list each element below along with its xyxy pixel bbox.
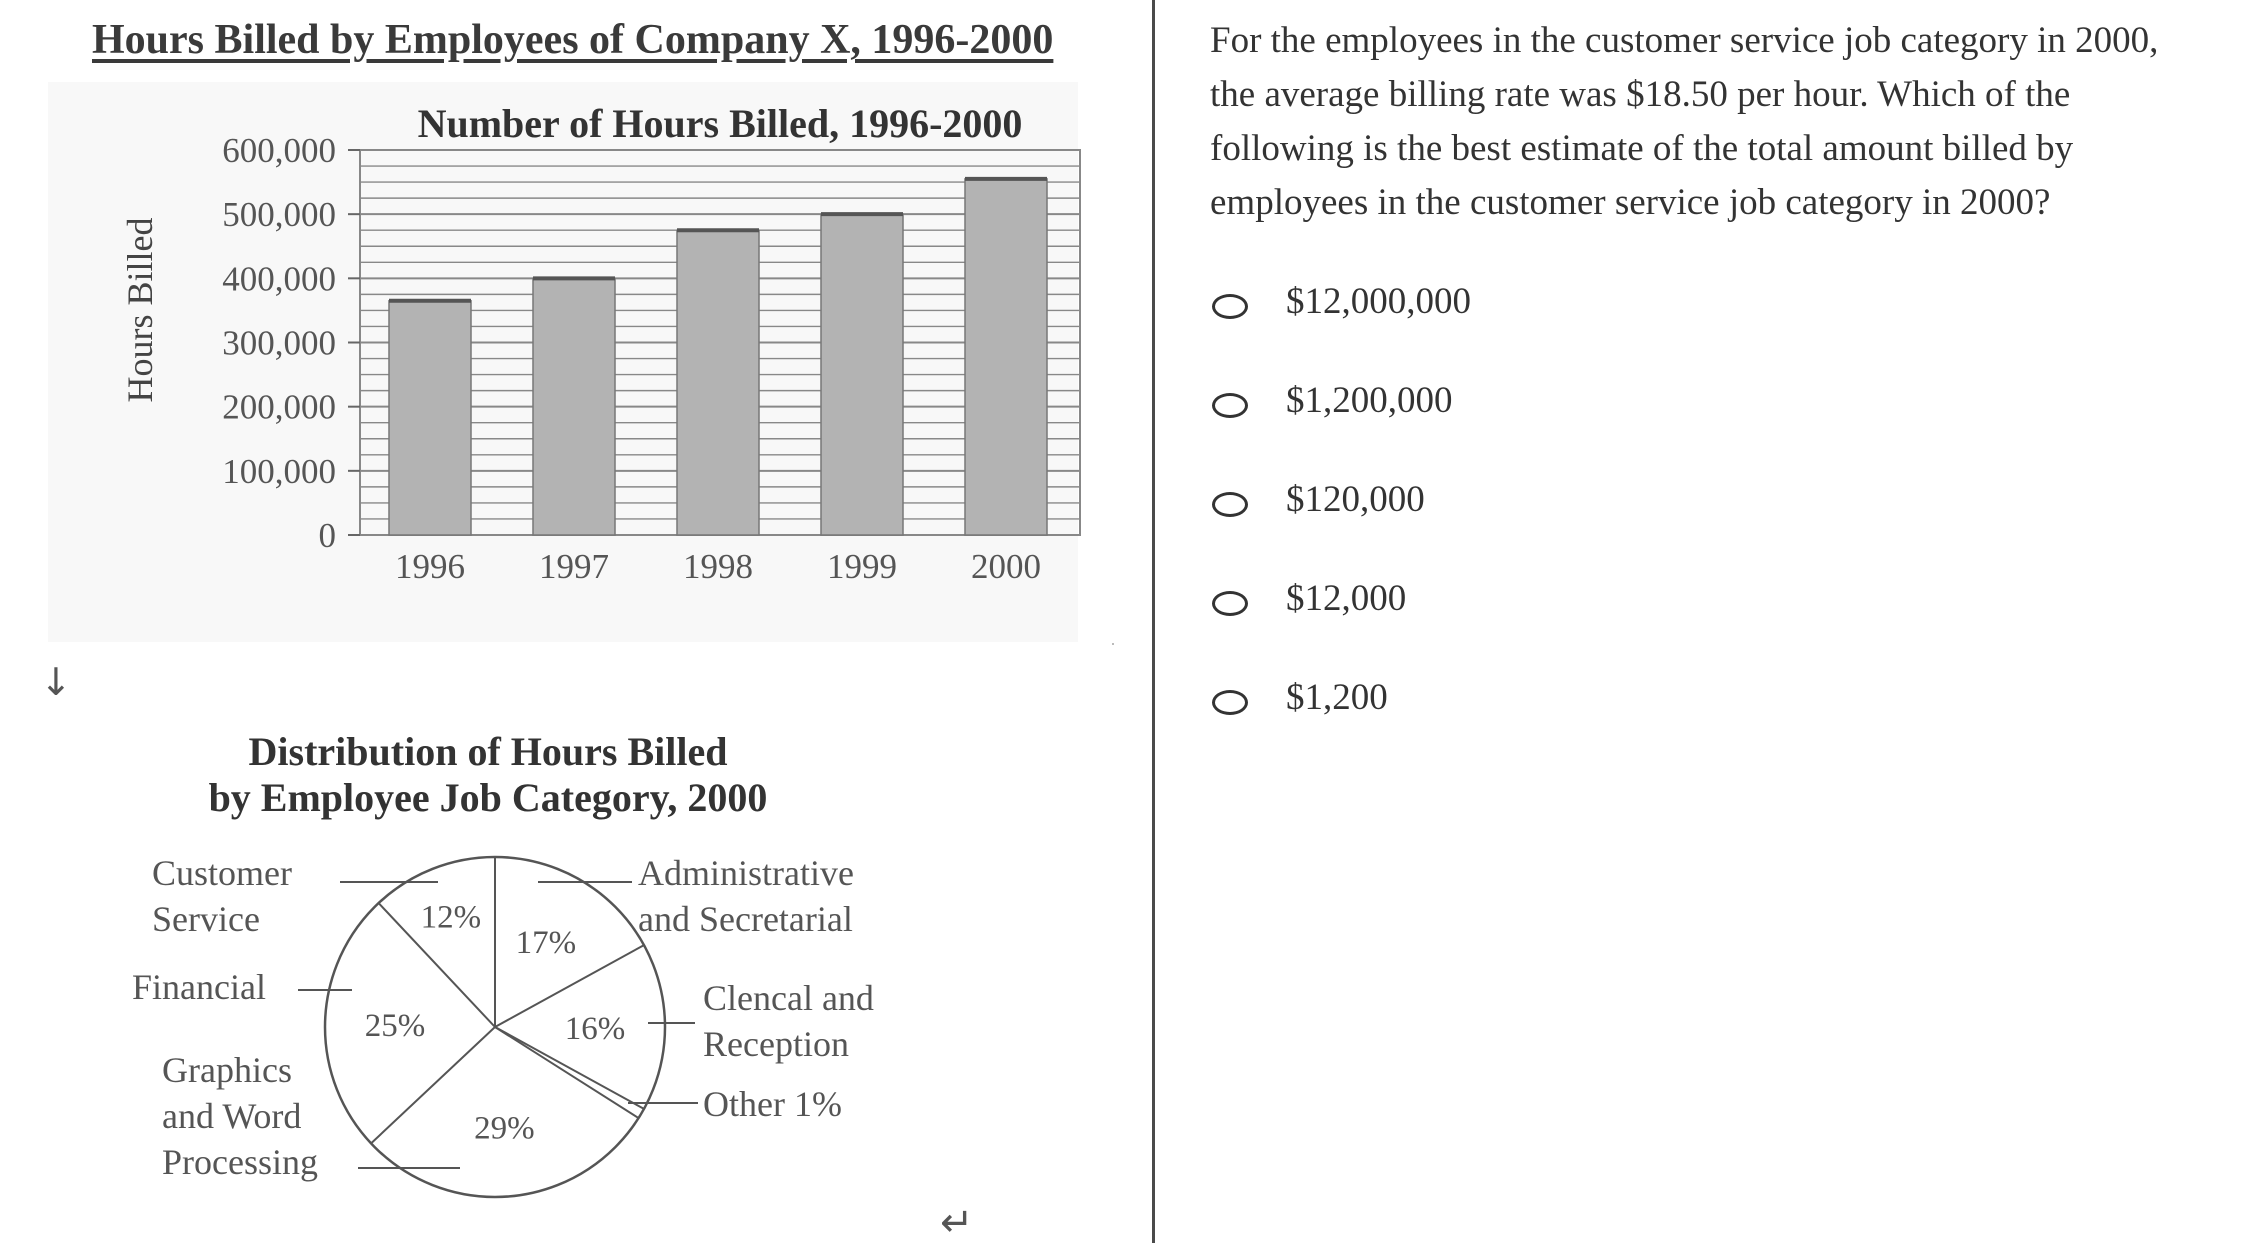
bar	[389, 301, 471, 535]
y-axis-label: Hours Billed	[120, 217, 160, 403]
x-tick-label: 1999	[827, 547, 897, 586]
slice-legend-label: Service	[152, 899, 260, 939]
return-arrow-icon: ↵	[940, 1200, 974, 1246]
bar	[965, 179, 1047, 535]
x-tick-label: 1998	[683, 547, 753, 586]
pane-divider	[1152, 0, 1155, 1243]
slice-legend-label: Graphics	[162, 1050, 292, 1090]
pie-chart	[0, 720, 1152, 1220]
answer-options	[1210, 276, 1810, 771]
slice-percent-label: 12%	[420, 899, 482, 936]
slice-percent-label: 17%	[515, 924, 577, 961]
answer-option-b[interactable]	[1210, 375, 1810, 474]
answer-option-d[interactable]	[1210, 573, 1810, 672]
slice-legend-label: Customer	[152, 853, 292, 893]
slice-percent-label: 16%	[564, 1011, 626, 1047]
question-text: For the employees in the customer service job category in 2000, the average billing rate was $18.50 per hour. Which of the following is the best estimate of the total amount billed by employees in the customer service job category in 2000?	[1210, 20, 2159, 223]
slice-legend-label: Reception	[703, 1024, 849, 1064]
radio-button-icon[interactable]	[1212, 690, 1248, 715]
pie-chart-title: Distribution of Hours Billed	[248, 729, 728, 774]
x-tick-label: 2000	[971, 547, 1041, 586]
x-tick-label: 1996	[395, 547, 465, 586]
answer-option-c[interactable]	[1210, 474, 1810, 573]
bar-chart	[0, 0, 1152, 660]
y-tick-label: 600,000	[222, 131, 336, 170]
slice-legend-label: and Secretarial	[638, 899, 853, 939]
answer-option-label: $1,200,000	[1286, 380, 1453, 421]
y-tick-label: 400,000	[222, 259, 336, 299]
slice-legend-label: and Word	[162, 1096, 302, 1136]
slice-legend-label: Clencal and	[703, 978, 874, 1018]
question-pane	[1210, 0, 2220, 1243]
y-tick-label: 100,000	[222, 451, 336, 491]
y-tick-label: 200,000	[222, 387, 336, 427]
bar	[821, 214, 903, 535]
bar	[677, 230, 759, 535]
radio-button-icon[interactable]	[1212, 492, 1248, 517]
answer-option-label: $120,000	[1286, 479, 1425, 520]
down-arrow-icon: ↓	[40, 660, 72, 704]
radio-button-icon[interactable]	[1212, 393, 1248, 418]
x-tick-label: 1997	[539, 547, 609, 586]
answer-option-a[interactable]	[1210, 276, 1810, 375]
slice-legend-label: Financial	[132, 967, 266, 1007]
slice-legend-label: Processing	[162, 1142, 318, 1182]
bar-chart-title: Number of Hours Billed, 1996-2000	[417, 101, 1023, 146]
slice-legend-label: Other 1%	[703, 1084, 842, 1124]
pie-chart-title: by Employee Job Category, 2000	[208, 775, 768, 820]
answer-option-label: $12,000,000	[1286, 281, 1471, 322]
radio-button-icon[interactable]	[1212, 591, 1248, 616]
answer-option-e[interactable]	[1210, 672, 1810, 771]
slice-percent-label: 25%	[364, 1007, 426, 1044]
radio-button-icon[interactable]	[1212, 294, 1248, 319]
figure-title: Hours Billed by Employees of Company X, 1996-2000	[92, 17, 1054, 63]
slice-legend-label: Administrative	[638, 853, 854, 893]
answer-option-label: $1,200	[1286, 677, 1388, 718]
bar	[533, 278, 615, 535]
y-tick-label: 300,000	[222, 323, 336, 363]
answer-option-label: $12,000	[1286, 578, 1407, 619]
stray-dot	[1112, 643, 1114, 645]
y-tick-label: 500,000	[222, 195, 336, 235]
y-tick-label: 0	[318, 516, 336, 555]
slice-percent-label: 29%	[474, 1110, 535, 1147]
